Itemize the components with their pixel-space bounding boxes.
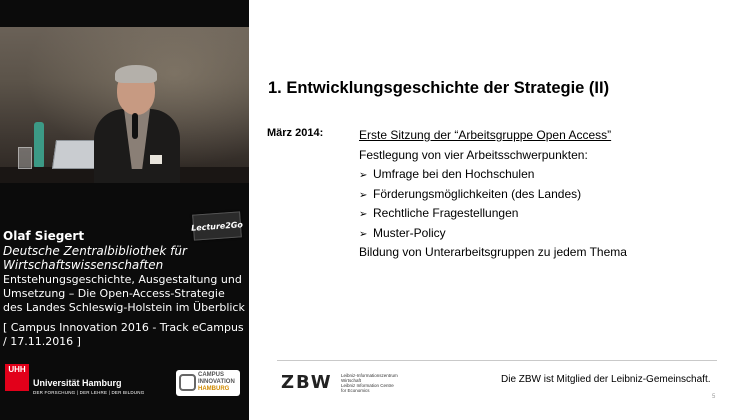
zbw-sub-line: Leibniz-Informationszentrum bbox=[341, 373, 398, 378]
speaker-hair bbox=[115, 65, 157, 83]
slide-date: März 2014: bbox=[267, 127, 324, 139]
bullet-item bbox=[359, 186, 739, 206]
sidebar-panel bbox=[0, 0, 249, 420]
zbw-logo-subtitle bbox=[341, 373, 421, 393]
slide-heading: Erste Sitzung der “Arbeitsgruppe Open Access” bbox=[359, 128, 612, 142]
footer-divider bbox=[277, 360, 717, 361]
campus-innovation-icon bbox=[179, 374, 196, 391]
bullet-arrow-icon: ➢ bbox=[359, 170, 368, 181]
uhh-logo bbox=[5, 364, 145, 404]
bullet-arrow-icon: ➢ bbox=[359, 228, 368, 240]
slide-intro: Festlegung von vier Arbeitsschwerpunkten: bbox=[359, 147, 588, 162]
speaker-video[interactable] bbox=[0, 27, 249, 183]
campus-innovation-text bbox=[198, 372, 238, 393]
uhh-mark-icon: UHH bbox=[5, 364, 29, 391]
zbw-logo-text: ZBW bbox=[281, 372, 333, 393]
bullet-text: Rechtliche Fragestellungen bbox=[373, 206, 519, 220]
speaker-name: Olaf Siegert bbox=[3, 229, 85, 243]
speaker-info bbox=[3, 229, 247, 349]
bullet-item bbox=[359, 166, 739, 186]
page-number: 5 bbox=[712, 394, 716, 400]
speaker-institution: Deutsche Zentralbibliothek für Wirtschaftswissenschaften bbox=[3, 244, 187, 272]
zbw-sub-line: for Economics bbox=[341, 388, 370, 393]
slide-content bbox=[359, 127, 739, 264]
zbw-sub-line: Leibniz Information Centre bbox=[341, 383, 394, 388]
bullet-text: Förderungsmöglichkeiten (des Landes) bbox=[373, 186, 582, 201]
slide-title: 1. Entwicklungsgeschichte der Strategie (II) bbox=[268, 79, 610, 97]
bullet-arrow-icon: ➢ bbox=[359, 209, 368, 220]
talk-title: Entstehungsgeschichte, Ausgestaltung und Umsetzung – Die Open-Access-Strategie des Landes Schleswig-Holstein im Überblick bbox=[3, 273, 245, 314]
leibniz-member-note: Die ZBW ist Mitglied der Leibniz-Gemeinschaft. bbox=[501, 374, 711, 385]
bullet-arrow-icon: ➢ bbox=[359, 189, 368, 201]
ci-line3: HAMBURG bbox=[198, 386, 230, 392]
zbw-logo bbox=[281, 372, 398, 393]
event-info: [ Campus Innovation 2016 - Track eCampus / 17.11.2016 ] bbox=[3, 321, 244, 348]
lecture2go-logo: Lecture2Go bbox=[192, 211, 242, 240]
bullet-text: Muster-Policy bbox=[373, 225, 446, 240]
uhh-name: Universität Hamburg bbox=[33, 378, 122, 388]
slide bbox=[249, 0, 747, 420]
uhh-tagline: DER FORSCHUNG | DER LEHRE | DER BILDUNG bbox=[33, 390, 145, 395]
zbw-sub-line: Wirtschaft bbox=[341, 378, 362, 383]
microphone bbox=[132, 113, 138, 139]
slide-outro: Bildung von Unterarbeitsgruppen zu jedem Thema bbox=[359, 245, 627, 259]
campus-innovation-logo bbox=[176, 370, 240, 396]
ci-line1: CAMPUS bbox=[198, 372, 225, 378]
bullet-item bbox=[359, 205, 739, 225]
bottle bbox=[34, 122, 44, 167]
bullet-item bbox=[359, 225, 739, 245]
glass bbox=[18, 147, 32, 169]
ci-line2: INNOVATION bbox=[198, 379, 235, 385]
name-badge bbox=[150, 155, 162, 164]
bullet-text: Umfrage bei den Hochschulen bbox=[373, 167, 535, 181]
